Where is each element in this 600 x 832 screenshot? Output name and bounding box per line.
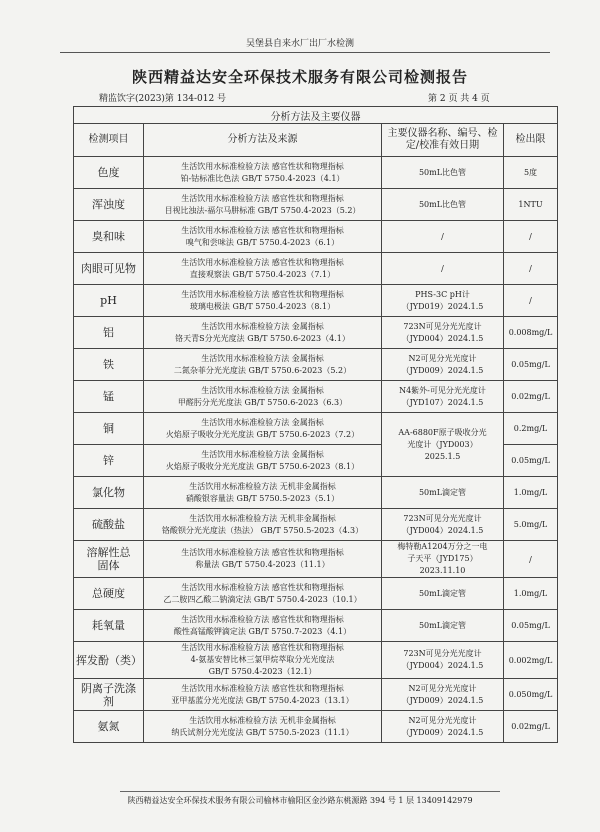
row-item: 氯化物 bbox=[74, 477, 144, 509]
row-instrument: 50mL滴定管 bbox=[382, 477, 504, 509]
table-row bbox=[74, 642, 558, 679]
table-row bbox=[74, 157, 558, 189]
row-limit: 5度 bbox=[504, 157, 558, 189]
page-number: 第 2 页 共 4 页 bbox=[428, 94, 490, 104]
row-instrument: / bbox=[382, 253, 504, 285]
report-subject: 吴堡县自来水厂出厂水检测 bbox=[245, 39, 354, 49]
row-limit: / bbox=[504, 253, 558, 285]
table-row bbox=[74, 541, 558, 578]
row-limit: 0.2mg/L bbox=[504, 413, 558, 445]
row-instrument: 50mL比色管 bbox=[382, 189, 504, 221]
row-instrument: 723N可见分光光度计 （JYD004）2024.1.5 bbox=[382, 642, 504, 679]
row-instrument: N2可见分光光度计 （JYD009）2024.1.5 bbox=[382, 711, 504, 743]
row-method: 生活饮用水标准检验方法 金属指标 铬天青S分光光度法 GB/T 5750.6-2023（4.1） bbox=[144, 317, 382, 349]
column-header-item: 检测项目 bbox=[74, 124, 144, 157]
row-instrument: N2可见分光光度计 （JYD009）2024.1.5 bbox=[382, 349, 504, 381]
row-limit: 0.02mg/L bbox=[504, 381, 558, 413]
table-row bbox=[74, 679, 558, 711]
document-number: 精监饮字(2023)第 134-012 号 bbox=[99, 94, 227, 104]
row-method: 生活饮用水标准检验方法 感官性状和物理指标 4-氨基安替比林三氯甲烷萃取分光光度法 GB/T 5750.4-2023（12.1） bbox=[144, 642, 382, 679]
row-limit: 0.05mg/L bbox=[504, 445, 558, 477]
table-row bbox=[74, 349, 558, 381]
row-item: 臭和味 bbox=[74, 221, 144, 253]
row-instrument: N4紫外-可见分光光度计 （JYD107）2024.1.5 bbox=[382, 381, 504, 413]
table-row bbox=[74, 477, 558, 509]
row-instrument: 50mL滴定管 bbox=[382, 610, 504, 642]
row-limit: / bbox=[504, 285, 558, 317]
table-row bbox=[74, 253, 558, 285]
row-method: 生活饮用水标准检验方法 感官性状和物理指标 直接观察法 GB/T 5750.4-2023（7.1） bbox=[144, 253, 382, 285]
row-method: 生活饮用水标准检验方法 金属指标 甲醛肟分光光度法 GB/T 5750.6-2023（6.3） bbox=[144, 381, 382, 413]
row-instrument: / bbox=[382, 221, 504, 253]
row-limit: / bbox=[504, 541, 558, 578]
row-method: 生活饮用水标准检验方法 无机非金属指标 硝酸银容量法 GB/T 5750.5-2023（5.1） bbox=[144, 477, 382, 509]
row-item: 锌 bbox=[74, 445, 144, 477]
row-item: 溶解性总 固体 bbox=[74, 541, 144, 578]
table-row bbox=[74, 221, 558, 253]
row-method: 生活饮用水标准检验方法 感官性状和物理指标 称量法 GB/T 5750.4-2023（11.1） bbox=[144, 541, 382, 578]
footer-address: 陕西精益达安全环保技术服务有限公司榆林市榆阳区金沙路东桃源路 394 号 1 层 13409142979 bbox=[127, 796, 473, 805]
row-limit: 0.05mg/L bbox=[504, 349, 558, 381]
row-instrument: 723N可见分光光度计 （JYD004）2024.1.5 bbox=[382, 317, 504, 349]
row-item: 硫酸盐 bbox=[74, 509, 144, 541]
row-instrument: AA-6880F原子吸收分光 光度计（JYD003） 2025.1.5 bbox=[382, 413, 504, 477]
row-item: 浑浊度 bbox=[74, 189, 144, 221]
row-item: 挥发酚（类） bbox=[74, 642, 144, 679]
row-limit: 0.05mg/L bbox=[504, 610, 558, 642]
header-divider bbox=[60, 52, 550, 53]
row-method: 生活饮用水标准检验方法 无机非金属指标 纳氏试剂分光光度法 GB/T 5750.5-2023（11.1） bbox=[144, 711, 382, 743]
row-instrument: N2可见分光光度计 （JYD009）2024.1.5 bbox=[382, 679, 504, 711]
table-row bbox=[74, 711, 558, 743]
row-item: 铝 bbox=[74, 317, 144, 349]
table-row bbox=[74, 189, 558, 221]
row-method: 生活饮用水标准检验方法 无机非金属指标 铬酸钡分光光度法（热法） GB/T 5750.5-2023（4.3） bbox=[144, 509, 382, 541]
row-method: 生活饮用水标准检验方法 感官性状和物理指标 嗅气和尝味法 GB/T 5750.4-2023（6.1） bbox=[144, 221, 382, 253]
row-instrument: 50mL滴定管 bbox=[382, 578, 504, 610]
row-method: 生活饮用水标准检验方法 金属指标 二氮杂菲分光光度法 GB/T 5750.6-2023（5.2） bbox=[144, 349, 382, 381]
row-limit: 1.0mg/L bbox=[504, 477, 558, 509]
column-header-limit: 检出限 bbox=[504, 124, 558, 157]
row-method: 生活饮用水标准检验方法 感官性状和物理指标 玻璃电极法 GB/T 5750.4-2023（8.1） bbox=[144, 285, 382, 317]
row-method: 生活饮用水标准检验方法 感官性状和物理指标 亚甲基蓝分光光度法 GB/T 5750.4-2023（13.1） bbox=[144, 679, 382, 711]
row-method: 生活饮用水标准检验方法 感官性状和物理指标 酸性高锰酸钾滴定法 GB/T 5750.7-2023（4.1） bbox=[144, 610, 382, 642]
column-header-method: 分析方法及来源 bbox=[144, 124, 382, 157]
row-item: pH bbox=[74, 285, 144, 317]
row-limit: 0.02mg/L bbox=[504, 711, 558, 743]
row-method: 生活饮用水标准检验方法 感官性状和物理指标 目视比浊法-福尔马肼标准 GB/T 5750.4-2023（5.2） bbox=[144, 189, 382, 221]
table-row bbox=[74, 317, 558, 349]
row-item: 锰 bbox=[74, 381, 144, 413]
row-item: 耗氧量 bbox=[74, 610, 144, 642]
row-item: 肉眼可见物 bbox=[74, 253, 144, 285]
row-method: 生活饮用水标准检验方法 金属指标 火焰原子吸收分光光度法 GB/T 5750.6-2023（7.2） bbox=[144, 413, 382, 445]
row-item: 色度 bbox=[74, 157, 144, 189]
row-instrument: 梅特勒A1204万分之一电 子天平（JYD175） 2023.11.10 bbox=[382, 541, 504, 578]
row-item: 氨氮 bbox=[74, 711, 144, 743]
row-limit: 0.002mg/L bbox=[504, 642, 558, 679]
row-instrument: 50mL比色管 bbox=[382, 157, 504, 189]
row-method: 生活饮用水标准检验方法 感官性状和物理指标 乙二胺四乙酸二钠滴定法 GB/T 5750.4-2023（10.1） bbox=[144, 578, 382, 610]
row-method: 生活饮用水标准检验方法 金属指标 火焰原子吸收分光光度法 GB/T 5750.6-2023（8.1） bbox=[144, 445, 382, 477]
table-row bbox=[74, 285, 558, 317]
table-row bbox=[74, 509, 558, 541]
row-limit: 5.0mg/L bbox=[504, 509, 558, 541]
report-title: 陕西精益达安全环保技术服务有限公司检测报告 bbox=[131, 68, 468, 86]
row-limit: 0.050mg/L bbox=[504, 679, 558, 711]
table-row bbox=[74, 381, 558, 413]
row-method: 生活饮用水标准检验方法 感官性状和物理指标 铂-钴标准比色法 GB/T 5750.4-2023（4.1） bbox=[144, 157, 382, 189]
footer-divider bbox=[120, 791, 500, 792]
row-instrument: 723N可见分光光度计 （JYD004）2024.1.5 bbox=[382, 509, 504, 541]
row-limit: / bbox=[504, 221, 558, 253]
row-instrument: PHS-3C pH计 （JYD019）2024.1.5 bbox=[382, 285, 504, 317]
methods-table bbox=[73, 106, 558, 743]
row-item: 阴离子洗涤 剂 bbox=[74, 679, 144, 711]
row-limit: 1NTU bbox=[504, 189, 558, 221]
row-limit: 1.0mg/L bbox=[504, 578, 558, 610]
row-item: 总硬度 bbox=[74, 578, 144, 610]
table-row bbox=[74, 610, 558, 642]
table-row bbox=[74, 578, 558, 610]
column-header-instrument: 主要仪器名称、编号、检定/校准有效日期 bbox=[382, 124, 504, 157]
table-row bbox=[74, 413, 558, 445]
row-item: 铜 bbox=[74, 413, 144, 445]
row-limit: 0.008mg/L bbox=[504, 317, 558, 349]
table-caption: 分析方法及主要仪器 bbox=[74, 107, 558, 124]
row-item: 铁 bbox=[74, 349, 144, 381]
